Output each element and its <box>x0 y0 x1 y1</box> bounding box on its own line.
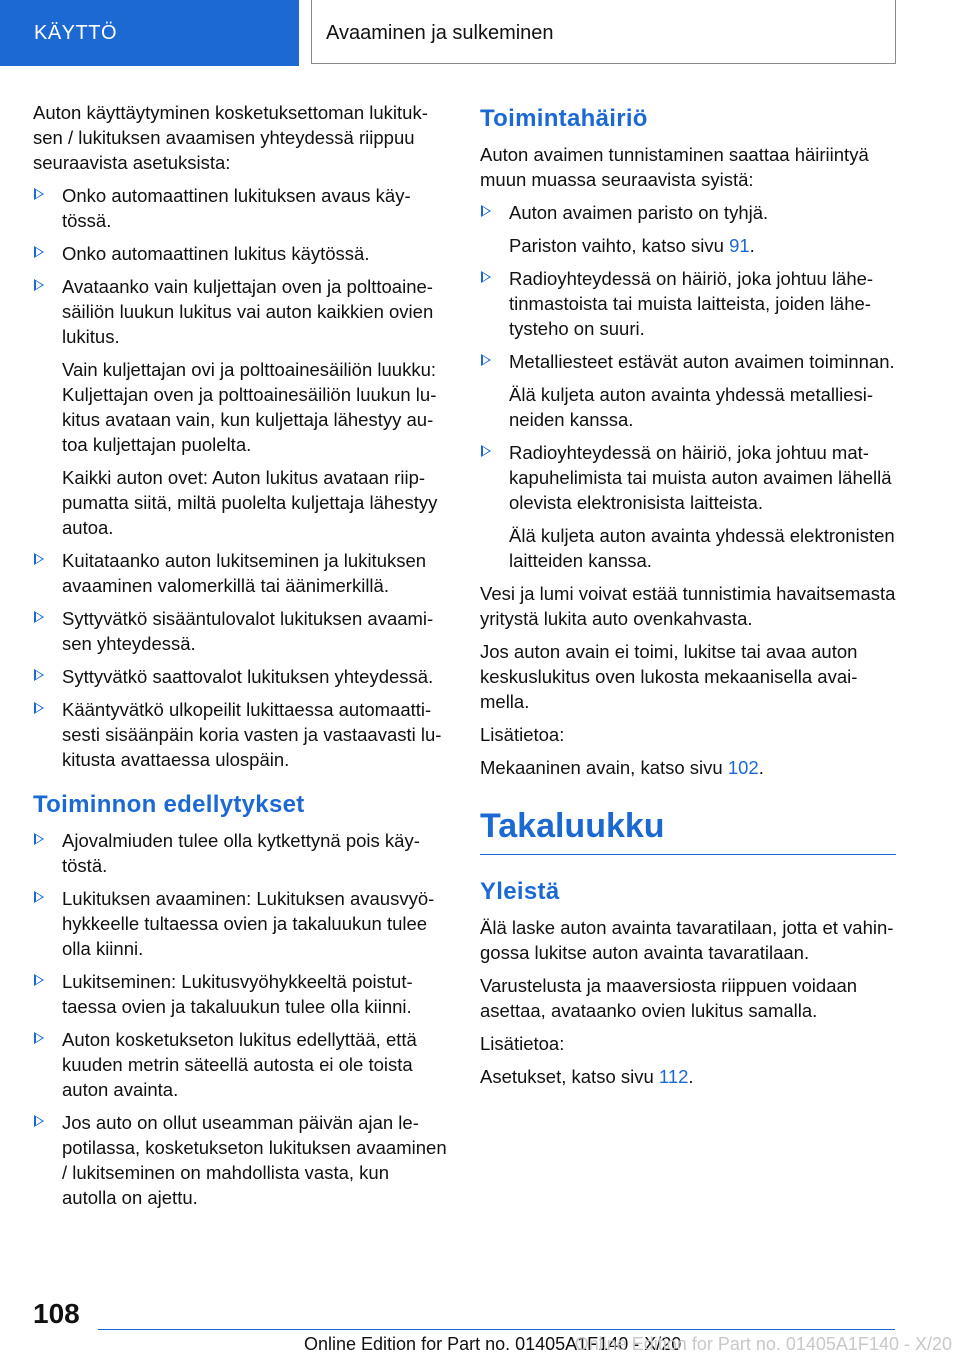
list-item-note: Kaikki auton ovet: Auton lukitus avataan riippumatta siitä, miltä puolelta kuljettaja lähestyy autoa. <box>62 467 438 538</box>
list-item: Avataanko vain kuljettajan oven ja polttoainesäiliön luukun lukitus vai auton kaikkien ovien lukitus. Vain kuljettajan ovi ja polttoainesäiliön luukku: Kuljettajan oven ja polttoainesäiliön luukun lukitus avataan vain, kun kuljettaja lähestyy autoa kuljettajan puolelta. Kaikki auton ovet: Auton lukitus avataan riippumatta siitä, miltä puolelta kuljettaja lähestyy autoa. <box>33 274 447 540</box>
reference-paragraph: Asetukset, katso sivu 112. <box>480 1066 694 1087</box>
right-column <box>480 100 896 1097</box>
section-tab: KÄYTTÖ <box>0 0 299 66</box>
tailgate-title: Takaluukku <box>480 804 896 855</box>
triangle-bullet-icon <box>34 246 44 258</box>
triangle-bullet-icon <box>481 354 491 366</box>
requirements-list <box>33 828 447 1210</box>
snow-paragraph: Vesi ja lumi voivat estää tunnistimia havaitsemasta yritystä lukita auto ovenkahvasta. <box>480 583 896 629</box>
list-item: Onko automaattinen lukituksen avaus käytössä. <box>33 183 447 233</box>
settings-list <box>33 183 447 772</box>
watermark-text: Online Edition for Part no. 01405A1F140 - X/20 <box>574 1334 952 1354</box>
left-column <box>33 100 447 1218</box>
list-item: Lukitseminen: Lukitusvyöhykkeeltä poistuttaessa ovien ja takaluukun tulee olla kiinni. <box>33 969 447 1019</box>
triangle-bullet-icon <box>34 553 44 565</box>
list-item: Metalliesteet estävät auton avaimen toiminnan. Älä kuljeta auton avainta yhdessä metalliesineiden kanssa. <box>480 349 896 432</box>
triangle-bullet-icon <box>34 891 44 903</box>
list-item-note: Älä kuljeta auton avainta yhdessä elektronisten laitteiden kanssa. <box>509 525 895 571</box>
triangle-bullet-icon <box>34 188 44 200</box>
general-paragraph: Älä laske auton avainta tavaratilaan, jotta et vahingossa lukitse auton avainta tavaratilaan. <box>480 917 894 963</box>
list-item: Jos auto on ollut useamman päivän ajan lepotilassa, kosketukseton lukituksen avaaminen / lukitseminen on mahdollista vasta, kun autolla on ajettu. <box>33 1110 447 1210</box>
list-item: Syttyvätkö saattovalot lukituksen yhteydessä. <box>33 664 447 689</box>
page-link-112[interactable]: 112 <box>658 1066 689 1087</box>
malfunction-intro: Auton avaimen tunnistaminen saattaa häiriintyä muun muassa seuraavista syistä: <box>480 144 869 190</box>
list-item: Onko automaattinen lukitus käytössä. <box>33 241 447 266</box>
list-item: Auton kosketukseton lukitus edellyttää, että kuuden metrin säteellä autosta ei ole toista auton avainta. <box>33 1027 447 1102</box>
triangle-bullet-icon <box>34 611 44 623</box>
general-paragraph: Varustelusta ja maaversiosta riippuen voidaan asettaa, avataanko ovien lukitus samalla. <box>480 975 858 1021</box>
list-item: Lukituksen avaaminen: Lukituksen avausvyöhykkeelle tultaessa ovien ja takaluukun tulee olla kiinni. <box>33 886 447 961</box>
intro-paragraph: Auton käyttäytyminen kosketuksettoman lukituksen / lukituksen avaamisen yhteydessä riippuu seuraavista asetuksista: <box>33 102 428 173</box>
malfunction-heading: Toimintahäiriö <box>480 105 648 132</box>
triangle-bullet-icon <box>34 1115 44 1127</box>
list-item: Radioyhteydessä on häiriö, joka johtuu lähetinmastoista tai muista laitteista, joiden lähetysteho on suuri. <box>480 266 896 341</box>
more-info-label: Lisätietoa: <box>480 724 565 745</box>
page-link-91[interactable]: 91 <box>729 235 750 256</box>
triangle-bullet-icon <box>481 271 491 283</box>
page-link-102[interactable]: 102 <box>727 757 759 778</box>
triangle-bullet-icon <box>34 702 44 714</box>
triangle-bullet-icon <box>34 833 44 845</box>
list-item: Auton avaimen paristo on tyhjä. Pariston vaihto, katso sivu 91. <box>480 200 896 258</box>
list-item-note: Älä kuljeta auton avainta yhdessä metalliesineiden kanssa. <box>509 384 874 430</box>
edition-text: Online Edition for Part no. 01405A1F140 - X/20 <box>304 1334 682 1354</box>
page-number: 108 <box>33 1298 80 1329</box>
reference-paragraph: Mekaaninen avain, katso sivu 102. <box>480 757 764 778</box>
key-fail-paragraph: Jos auton avain ei toimi, lukitse tai avaa auton keskuslukitus oven lukosta mekaanisella avaimella. <box>480 641 858 712</box>
list-item: Ajovalmiuden tulee olla kytkettynä pois käytöstä. <box>33 828 447 878</box>
triangle-bullet-icon <box>34 1032 44 1044</box>
triangle-bullet-icon <box>34 279 44 291</box>
causes-list <box>480 200 896 573</box>
list-item: Syttyvätkö sisääntulovalot lukituksen avaamisen yhteydessä. <box>33 606 447 656</box>
list-item-note: Pariston vaihto, katso sivu 91. <box>509 235 755 256</box>
footer-divider <box>98 1329 895 1330</box>
list-item: Kuitataanko auton lukitseminen ja lukituksen avaaminen valomerkillä tai äänimerkillä. <box>33 548 447 598</box>
triangle-bullet-icon <box>34 669 44 681</box>
list-item: Radioyhteydessä on häiriö, joka johtuu matkapuhelimista tai muista auton avaimen lähellä olevista elektronisista laitteista. Älä kuljeta auton avainta yhdessä elektronisten laitteiden kanssa. <box>480 440 896 573</box>
more-info-label: Lisätietoa: <box>480 1033 565 1054</box>
triangle-bullet-icon <box>481 205 491 217</box>
triangle-bullet-icon <box>481 445 491 457</box>
requirements-heading: Toiminnon edellytykset <box>33 791 305 818</box>
list-item: Kääntyvätkö ulkopeilit lukittaessa automaattisesti sisäänpäin koria vasten ja vastaavasti lukitusta avattaessa ulospäin. <box>33 697 447 772</box>
page-header <box>0 0 960 66</box>
triangle-bullet-icon <box>34 974 44 986</box>
chapter-title: Avaaminen ja sulkeminen <box>311 0 896 64</box>
list-item-note: Vain kuljettajan ovi ja polttoainesäiliön luukku: Kuljettajan oven ja polttoainesäiliön luukun lukitus avataan vain, kun kuljettaja lähestyy autoa kuljettajan puolelta. <box>62 359 437 455</box>
general-heading: Yleistä <box>480 878 560 905</box>
